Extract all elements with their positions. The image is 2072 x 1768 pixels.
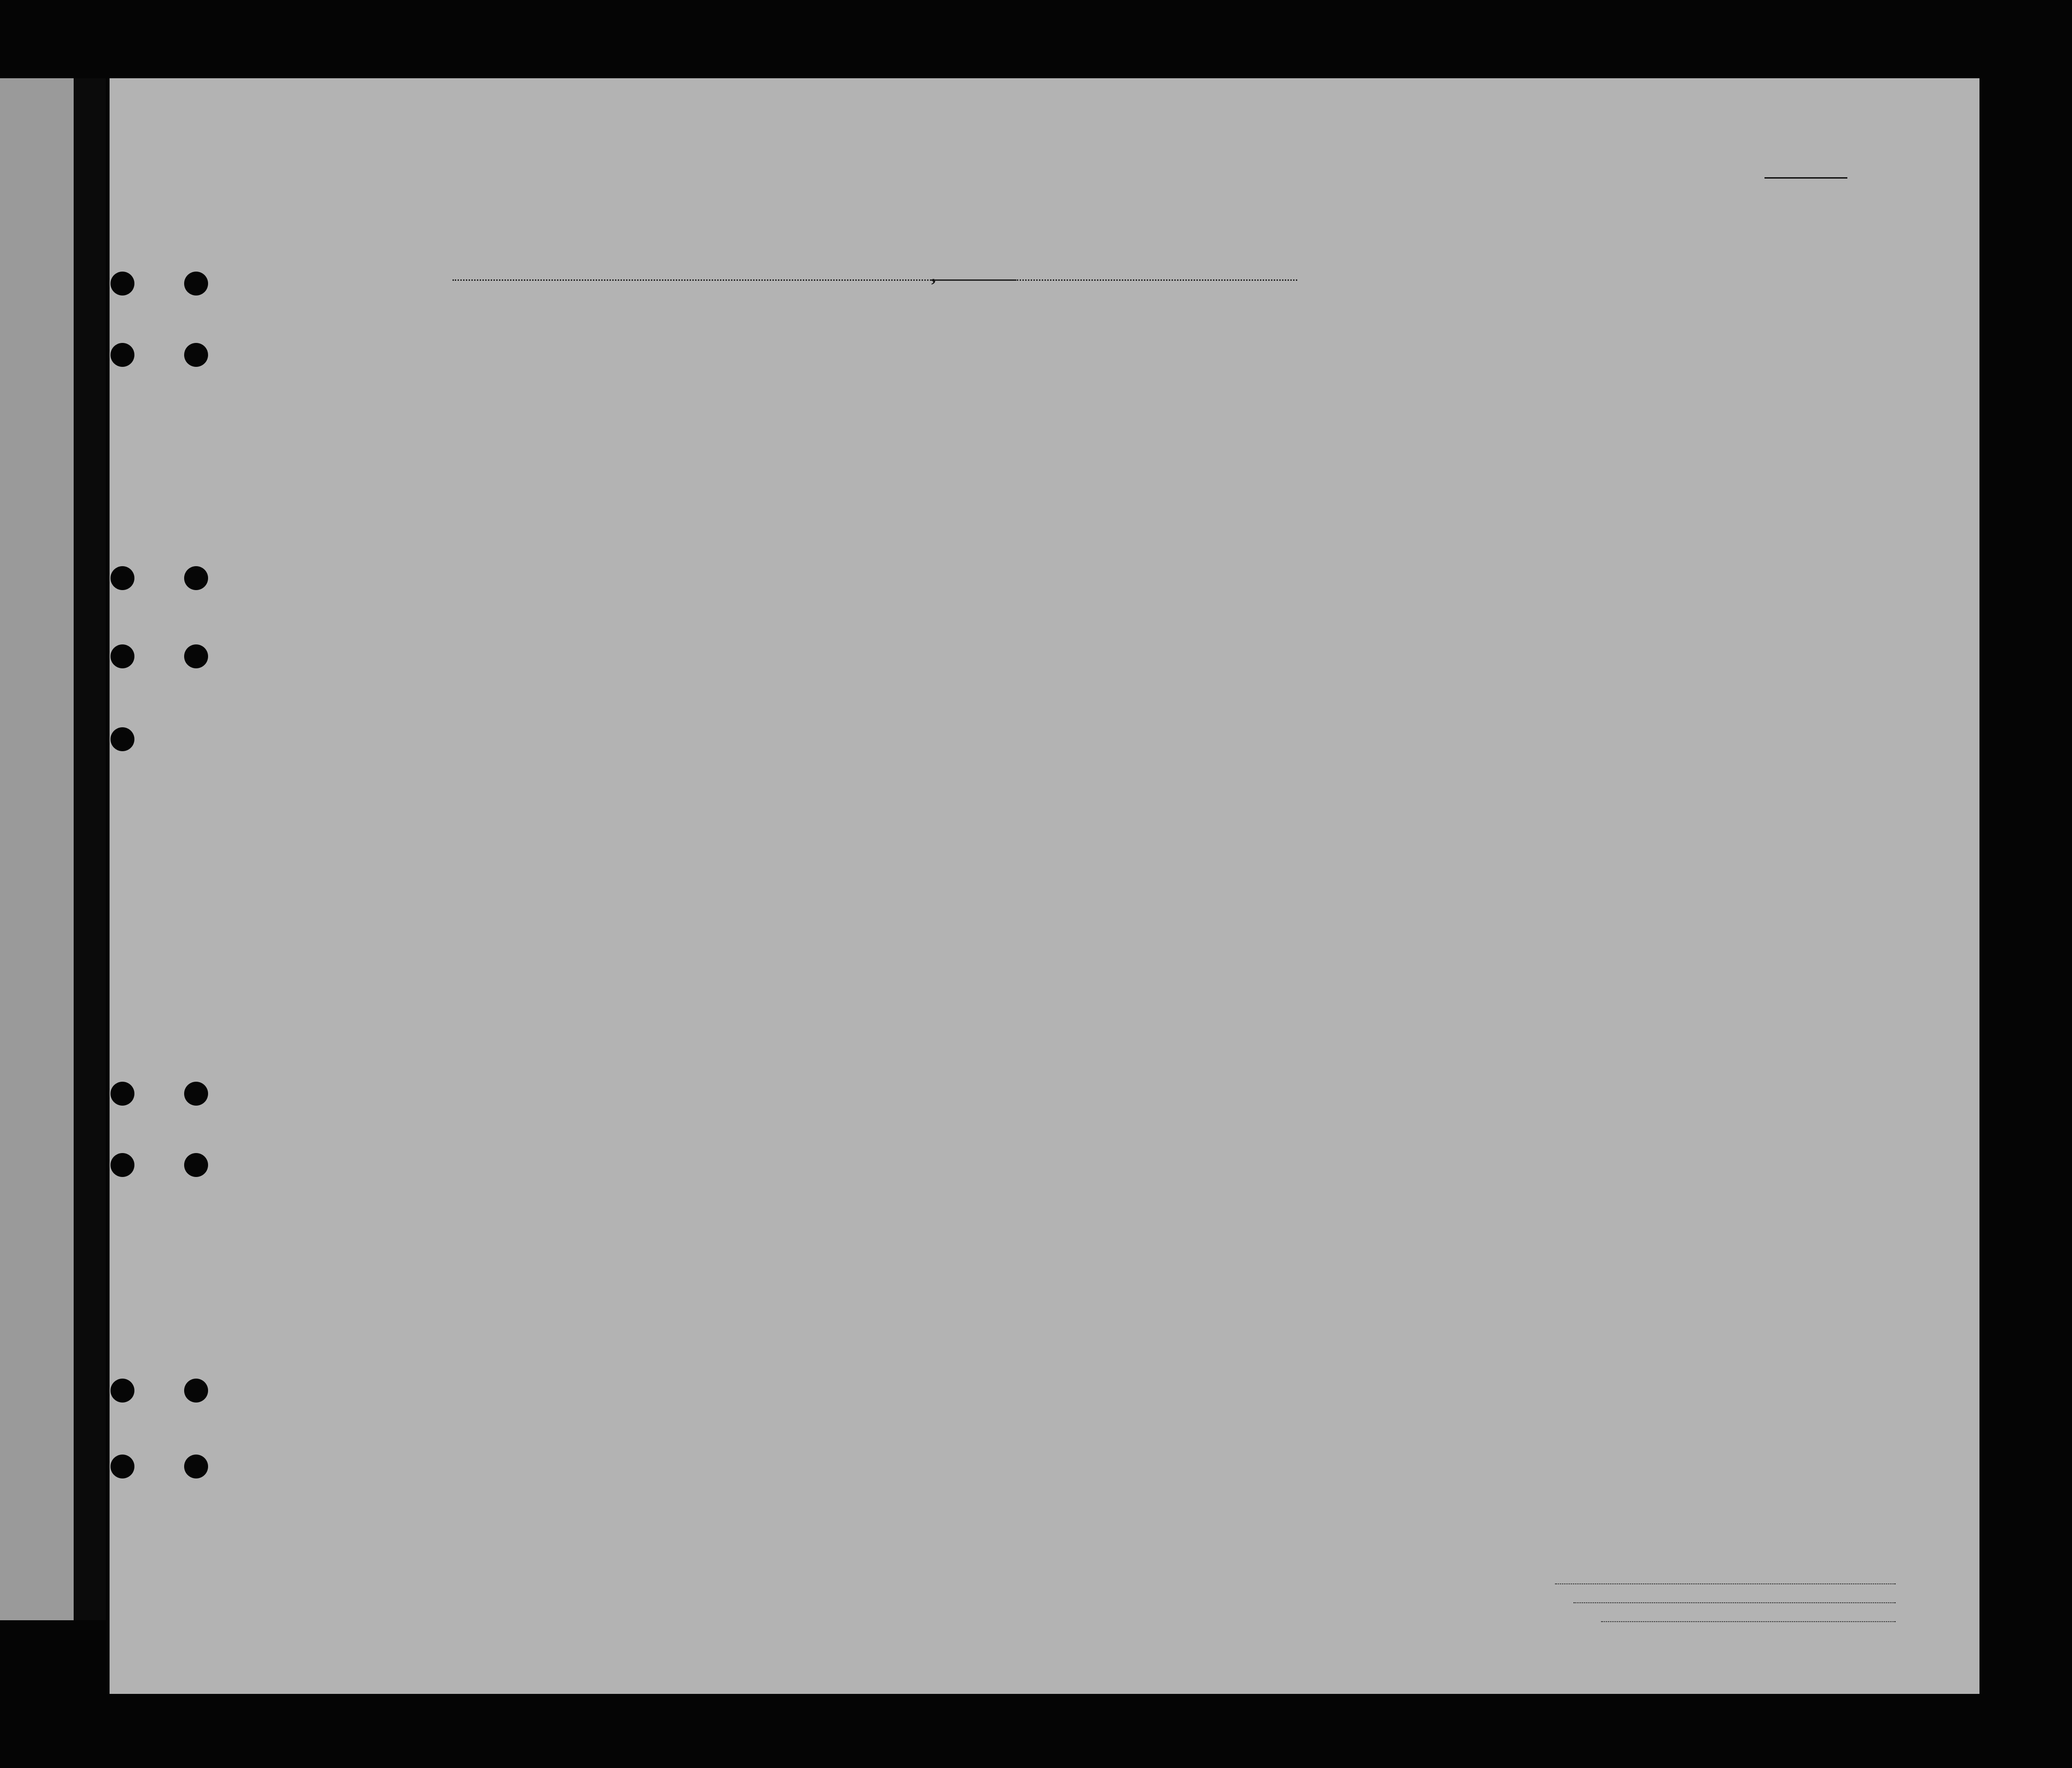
binder-hole <box>110 1153 134 1177</box>
binder-hole <box>110 644 134 668</box>
binder-hole <box>184 1082 208 1106</box>
owners-underline <box>1573 1602 1896 1603</box>
binder-hole <box>184 566 208 590</box>
binder-hole <box>184 1153 208 1177</box>
binder-hole <box>184 1455 208 1478</box>
binder-hole <box>184 644 208 668</box>
binder-hole <box>110 343 134 367</box>
agents-underline <box>1601 1621 1896 1622</box>
form-grid <box>110 78 1979 1694</box>
binder-hole <box>110 1082 134 1106</box>
binder-hole <box>110 727 134 751</box>
binder-hole <box>184 272 208 296</box>
binder-hole <box>110 1455 134 1478</box>
line-underline <box>1555 1583 1896 1584</box>
binder-hole <box>184 1379 208 1403</box>
date-line <box>931 279 1297 281</box>
binder-hole <box>110 566 134 590</box>
port-comma: , <box>931 265 936 286</box>
binder-hole <box>110 1379 134 1403</box>
page-spine-shadow <box>74 78 106 1620</box>
binder-hole <box>184 343 208 367</box>
binder-hole <box>110 272 134 296</box>
manifest-page <box>110 78 1979 1694</box>
list-underline <box>1764 177 1847 179</box>
